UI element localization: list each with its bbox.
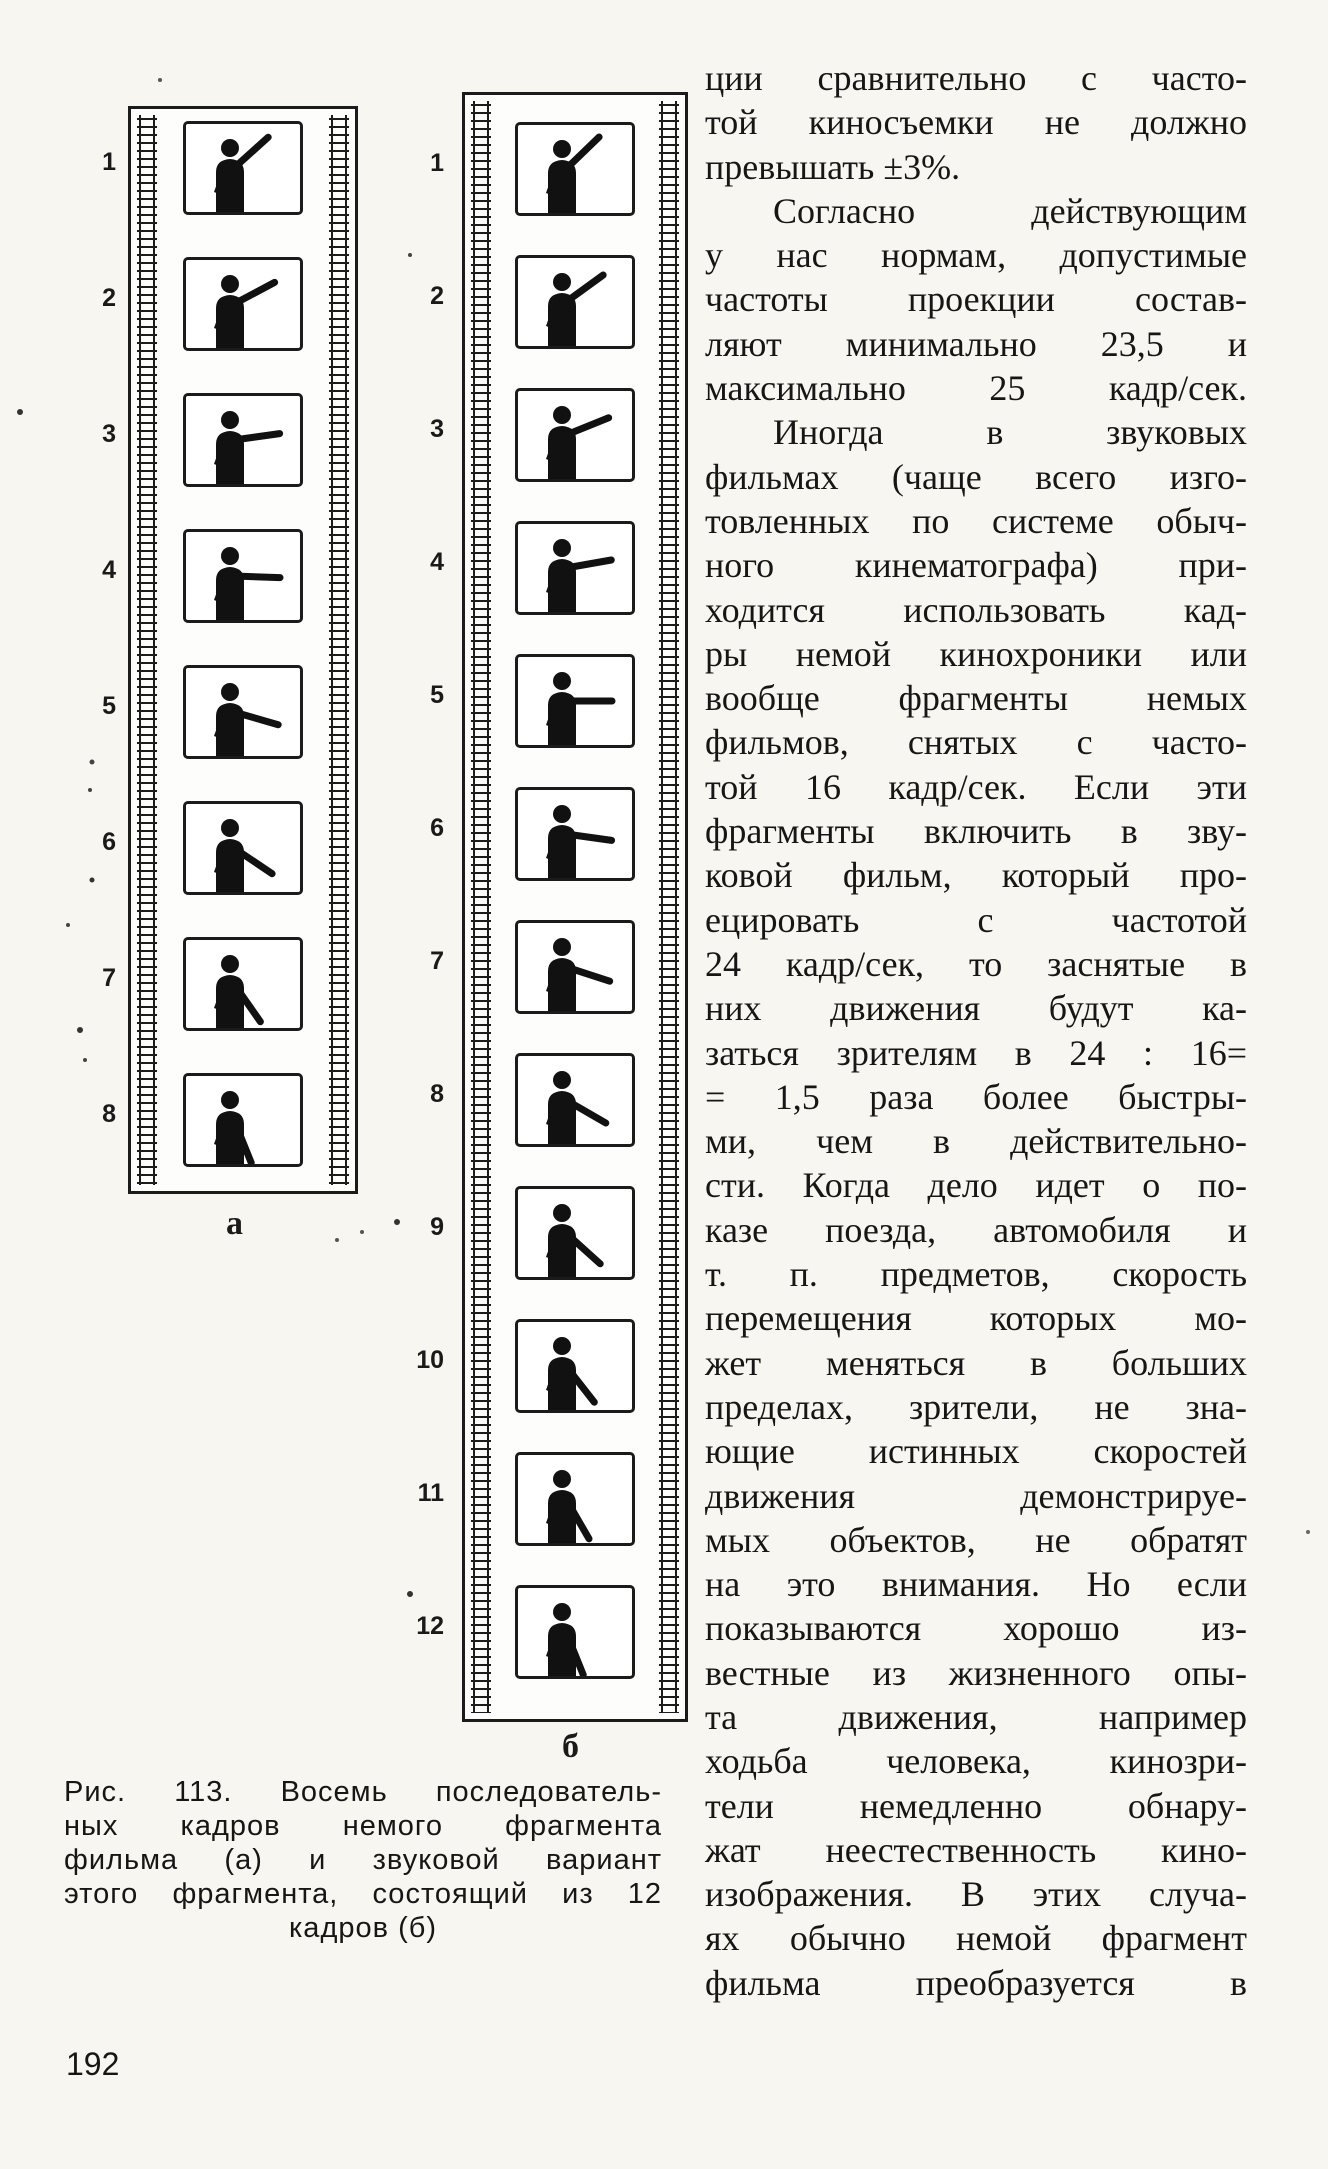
film-frame-6 (183, 801, 303, 895)
person-silhouette-icon (186, 1076, 300, 1164)
person-silhouette-icon (518, 1322, 632, 1410)
text-line: ях обычно немой фрагмент (705, 1918, 1247, 1959)
film-frame-8 (183, 1073, 303, 1167)
text-line: ходьба человека, кинозри- (705, 1741, 1247, 1782)
text-line: перемещения которых мо- (705, 1298, 1247, 1339)
frame-number: 1 (102, 148, 116, 176)
text-line: изображения. В этих случа- (705, 1874, 1247, 1915)
frame-number: 5 (430, 681, 444, 709)
text-line: вообще фрагменты немых (705, 678, 1247, 719)
text-line: частоты проекции состав- (705, 279, 1247, 320)
text-line: той киносъемки не должно (705, 102, 1247, 143)
text-line: превышать ±3%. (705, 146, 961, 187)
person-silhouette-icon (186, 396, 300, 484)
frame-number: 8 (430, 1080, 444, 1108)
frame-number: 2 (102, 284, 116, 312)
text-line: максимально 25 кадр/сек. (705, 368, 1247, 409)
person-silhouette-icon (186, 260, 300, 348)
film-frame-6 (515, 787, 635, 881)
text-line: заться зрителям в 24 : 16= (705, 1032, 1247, 1073)
text-line: фрагменты включить в зву- (705, 811, 1247, 852)
film-frame-3 (515, 388, 635, 482)
person-silhouette-icon (518, 790, 632, 878)
film-frame-10 (515, 1319, 635, 1413)
film-frame-7 (183, 937, 303, 1031)
film-frame-2 (515, 255, 635, 349)
page-number: 192 (66, 2046, 120, 2082)
film-frame-11 (515, 1452, 635, 1546)
body-text-column (705, 56, 1247, 2005)
film-frame-4 (515, 521, 635, 615)
text-line: сти. Когда дело идет о по- (705, 1165, 1247, 1206)
frame-number: 1 (430, 149, 444, 177)
text-line: ры немой кинохроники или (705, 633, 1247, 674)
person-silhouette-icon (518, 923, 632, 1011)
person-silhouette-icon (186, 124, 300, 212)
film-frame-1 (183, 121, 303, 215)
person-silhouette-icon (518, 1189, 632, 1277)
person-silhouette-icon (518, 657, 632, 745)
film-frame-5 (515, 654, 635, 748)
text-line: тели немедленно обнару- (705, 1785, 1247, 1826)
text-line: Иногда в звуковых (773, 412, 1247, 453)
frame-number: 11 (417, 1479, 444, 1507)
text-line: ного кинематографа) при- (705, 545, 1247, 586)
person-silhouette-icon (186, 804, 300, 892)
caption-line: Рис. 113. Восемь последователь- (64, 1776, 662, 1808)
text-line: ковой фильм, который про- (705, 855, 1247, 896)
film-frame-4 (183, 529, 303, 623)
film-strip-a (128, 106, 358, 1194)
frame-number: 6 (102, 828, 116, 856)
text-line: та движения, например (705, 1696, 1247, 1737)
caption-line: ных кадров немого фрагмента (64, 1810, 662, 1842)
text-line: ции сравнительно с часто- (705, 58, 1247, 98)
frame-number: 3 (102, 420, 116, 448)
text-line: т. п. предметов, скорость (705, 1254, 1247, 1295)
text-line: движения демонстрируе- (705, 1475, 1247, 1516)
perforation-left (137, 115, 157, 1185)
frame-number: 4 (102, 556, 116, 584)
film-frame-7 (515, 920, 635, 1014)
person-silhouette-icon (186, 668, 300, 756)
text-line: 24 кадр/сек, то заснятые в (705, 943, 1247, 984)
film-frame-12 (515, 1585, 635, 1679)
text-line: мых объектов, не обратят (705, 1519, 1247, 1560)
frame-number: 9 (430, 1213, 444, 1241)
perforation-left (471, 101, 491, 1713)
text-line: пределах, зрители, не зна- (705, 1386, 1247, 1427)
caption-line: фильма (а) и звуковой вариант (64, 1844, 662, 1876)
text-line: Согласно действующим (773, 190, 1247, 231)
text-line: ющие истинных скоростей (705, 1431, 1247, 1472)
film-frame-5 (183, 665, 303, 759)
film-frame-3 (183, 393, 303, 487)
frame-number: 7 (102, 964, 116, 992)
person-silhouette-icon (518, 391, 632, 479)
text-line: той 16 кадр/сек. Если эти (705, 766, 1247, 807)
text-line: вестные из жизненного опы- (705, 1652, 1247, 1693)
frame-number: 12 (416, 1612, 444, 1640)
text-line: фильмах (чаще всего изго- (705, 456, 1247, 497)
strip-a-label: а (226, 1205, 243, 1242)
perforation-right (329, 115, 349, 1185)
text-line: ми, чем в действительно- (705, 1121, 1247, 1162)
person-silhouette-icon (518, 1588, 632, 1676)
frame-number: 3 (430, 415, 444, 443)
person-silhouette-icon (518, 125, 632, 213)
text-line: жат неестественность кино- (705, 1829, 1247, 1870)
strip-b-label: б (562, 1728, 579, 1765)
text-line: ходится использовать кад- (705, 589, 1247, 630)
frame-number: 5 (102, 692, 116, 720)
text-line: у нас нормам, допустимые (705, 235, 1247, 276)
person-silhouette-icon (518, 258, 632, 346)
frame-number: 4 (430, 548, 444, 576)
person-silhouette-icon (518, 1455, 632, 1543)
person-silhouette-icon (518, 524, 632, 612)
text-line: товленных по системе обыч- (705, 500, 1247, 541)
person-silhouette-icon (186, 532, 300, 620)
frame-number: 6 (430, 814, 444, 842)
text-line: ецировать с частотой (705, 899, 1247, 940)
frame-number: 10 (416, 1346, 444, 1374)
text-line: жет меняться в больших (705, 1342, 1247, 1383)
text-line: на это внимания. Но если (705, 1564, 1247, 1605)
person-silhouette-icon (186, 940, 300, 1028)
frame-number: 8 (102, 1100, 116, 1128)
text-line: них движения будут ка- (705, 988, 1247, 1029)
frame-number: 2 (430, 282, 444, 310)
caption-line: кадров (б) (288, 1912, 438, 1944)
film-frame-1 (515, 122, 635, 216)
perforation-right (659, 101, 679, 1713)
figure-caption (64, 1775, 662, 1945)
caption-line: этого фрагмента, состоящий из 12 (64, 1878, 662, 1910)
text-line: ляют минимально 23,5 и (705, 323, 1247, 364)
text-line: казе поезда, автомобиля и (705, 1209, 1247, 1250)
film-frame-8 (515, 1053, 635, 1147)
text-line: фильмов, снятых с часто- (705, 722, 1247, 763)
text-line: показываются хорошо из- (705, 1608, 1247, 1649)
text-line: фильма преобразуется в (705, 1962, 1247, 2003)
film-frame-2 (183, 257, 303, 351)
film-frame-9 (515, 1186, 635, 1280)
film-strip-b (462, 92, 688, 1722)
text-line: = 1,5 раза более быстры- (705, 1076, 1247, 1117)
frame-number: 7 (430, 947, 444, 975)
person-silhouette-icon (518, 1056, 632, 1144)
